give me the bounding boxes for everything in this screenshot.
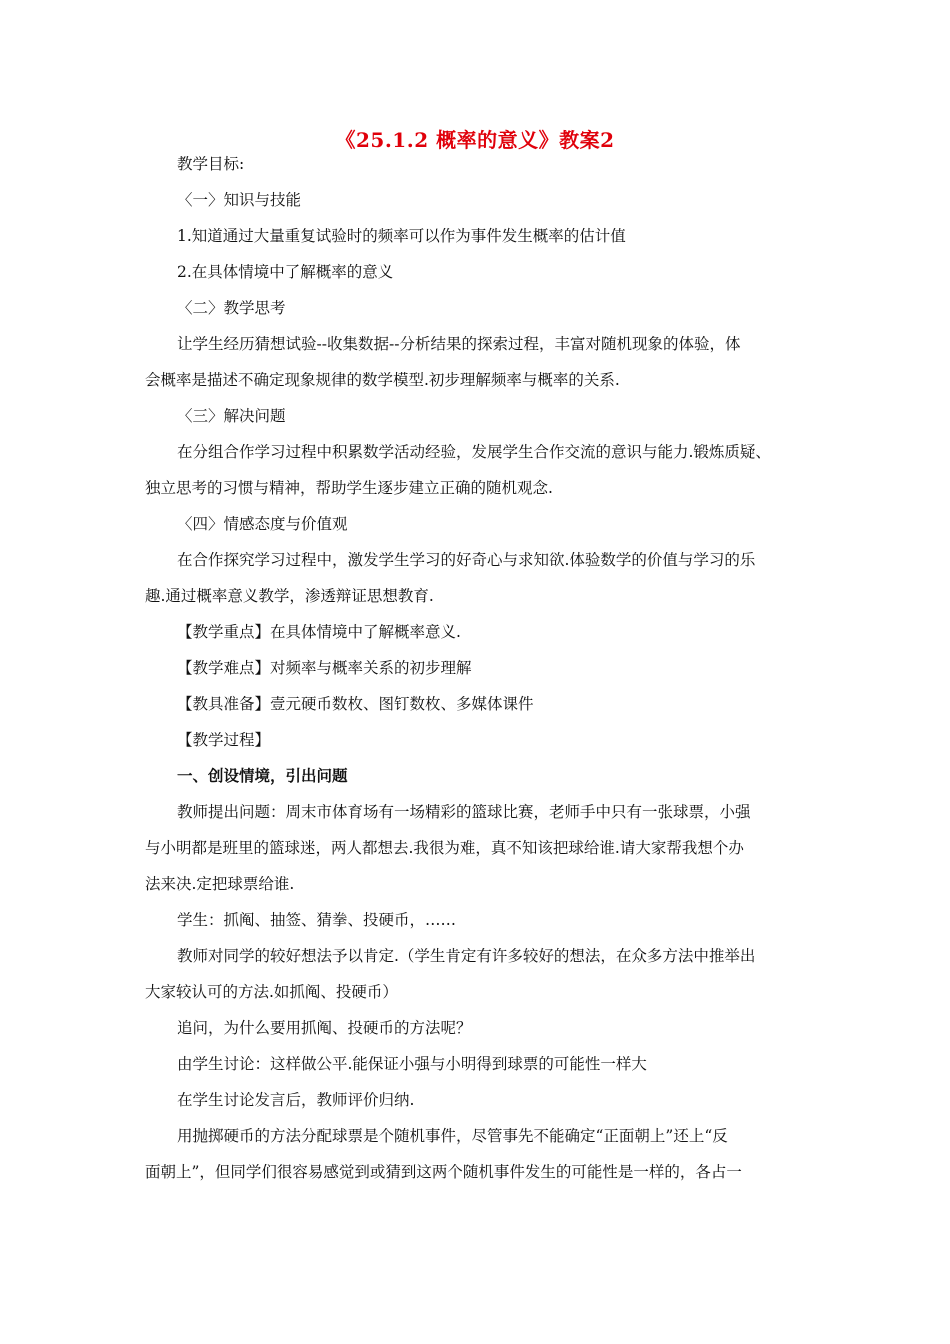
paragraph-line: 法来决.定把球票给谁.: [145, 875, 295, 893]
paragraph: [145, 326, 810, 398]
paragraph: [145, 794, 810, 902]
paragraph: [145, 1118, 810, 1190]
paragraph-line: 教师对同学的较好想法予以肯定.（学生肯定有许多较好的想法，在众多方法中推举出: [177, 947, 756, 965]
paragraph-line: 〈二〉教学思考: [177, 299, 286, 317]
paragraph-line: 追问，为什么要用抓阄、投硬币的方法呢？: [177, 1019, 472, 1037]
paragraph-line: 独立思考的习惯与精神，帮助学生逐步建立正确的随机观念.: [145, 479, 553, 497]
paragraph: [145, 182, 810, 218]
paragraph-line: 大家较认可的方法.如抓阄、投硬币）: [145, 983, 398, 1001]
paragraph-line: 【教学难点】对频率与概率关系的初步理解: [177, 659, 472, 677]
paragraph-line: 在合作探究学习过程中，激发学生学习的好奇心与求知欲.体验数学的价值与学习的乐: [177, 551, 756, 569]
document-title: 《25.1.2 概率的意义》教案2: [335, 128, 615, 152]
paragraph-line: 〈四〉情感态度与价值观: [177, 515, 348, 533]
paragraph-line: 在学生讨论发言后，教师评价归纳.: [177, 1091, 415, 1109]
paragraph-line: 【教学重点】在具体情境中了解概率意义.: [177, 623, 461, 641]
paragraph: [145, 650, 810, 686]
paragraph: [145, 542, 810, 614]
paragraph-line: 【教学过程】: [177, 731, 271, 749]
paragraph: [145, 686, 810, 722]
paragraph-line: 在分组合作学习过程中积累数学活动经验，发展学生合作交流的意识与能力.锻炼质疑、: [177, 443, 771, 461]
paragraph-line: 【教具准备】壹元硬币数枚、图钉数枚、多媒体课件: [177, 695, 534, 713]
paragraph: [145, 614, 810, 650]
paragraph-line: 教师提出问题：周末市体育场有一场精彩的篮球比赛，老师手中只有一张球票，小强: [177, 803, 751, 821]
paragraph: [145, 1046, 810, 1082]
paragraph: [145, 758, 810, 794]
paragraph: [145, 434, 810, 506]
paragraph-line: 由学生讨论：这样做公平.能保证小强与小明得到球票的可能性一样大: [177, 1055, 647, 1073]
paragraph-line: 会概率是描述不确定现象规律的数学模型.初步理解频率与概率的关系.: [145, 371, 620, 389]
paragraph-line: 一、创设情境，引出问题: [177, 766, 348, 785]
paragraph: [145, 506, 810, 542]
paragraph-line: 2.在具体情境中了解概率的意义: [177, 263, 394, 281]
paragraph: [145, 398, 810, 434]
document-body: [145, 146, 810, 1190]
paragraph-line: 让学生经历猜想试验--收集数据--分析结果的探索过程，丰富对随机现象的体验，体: [177, 335, 741, 353]
paragraph-line: 趣.通过概率意义教学，渗透辩证思想教育.: [145, 587, 434, 605]
paragraph: [145, 1082, 810, 1118]
paragraph-line: 〈一〉知识与技能: [177, 191, 302, 209]
paragraph: [145, 722, 810, 758]
paragraph-line: 〈三〉解决问题: [177, 407, 286, 425]
paragraph-line: 用抛掷硬币的方法分配球票是个随机事件，尽管事先不能确定“正面朝上”还上“反: [177, 1127, 728, 1145]
paragraph-line: 面朝上”，但同学们很容易感觉到或猜到这两个随机事件发生的可能性是一样的，各占一: [145, 1163, 742, 1181]
paragraph: [145, 146, 810, 182]
paragraph: [145, 254, 810, 290]
paragraph: [145, 218, 810, 254]
paragraph-line: 学生：抓阄、抽签、猜拳、投硬币，……: [177, 911, 457, 929]
paragraph-line: 教学目标:: [177, 155, 245, 173]
paragraph: [145, 938, 810, 1010]
paragraph: [145, 290, 810, 326]
paragraph-line: 1.知道通过大量重复试验时的频率可以作为事件发生概率的估计值: [177, 227, 626, 245]
paragraph-line: 与小明都是班里的篮球迷，两人都想去.我很为难，真不知该把球给谁.请大家帮我想个办: [145, 839, 744, 857]
paragraph: [145, 1010, 810, 1046]
paragraph: [145, 902, 810, 938]
